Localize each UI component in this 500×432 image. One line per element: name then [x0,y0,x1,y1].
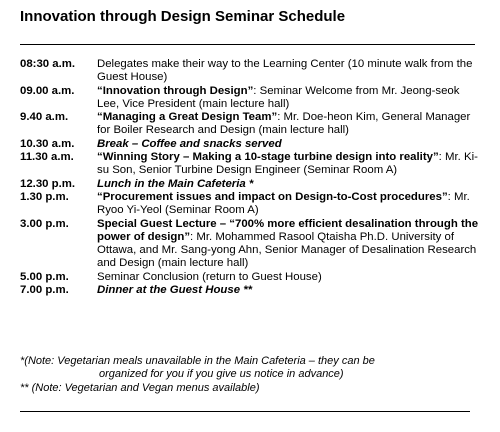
schedule-row [20,85,480,112]
schedule-time: 3.00 p.m. [20,217,69,230]
schedule-row [20,58,480,85]
schedule-time: 09.00 a.m. [20,84,75,97]
schedule-description [97,151,480,178]
session-title: “Innovation through Design” [97,84,254,97]
schedule-row [20,138,480,151]
schedule-description [97,138,480,151]
schedule-time: 9.40 a.m. [20,111,69,124]
schedule-time: 08:30 a.m. [20,58,76,70]
footnotes [20,355,480,395]
lunch-label: Lunch in the Main Cafeteria * [97,177,254,190]
footnote-vegetarian-line1: *(Note: Vegetarian meals unavailable in the Main Cafeteria – they can be [20,355,375,367]
schedule-text: : Mr. Doe-heon Kim, General Manager for Boiler Research and Design (main lecture hall) [97,111,471,137]
schedule-text: : Mr. Mohammed Rasool Qtaisha Ph.D. University of Ottawa, and Mr. Sang-yong Ahn, Senior Manager of Desalination Research and Design (main lecture hall) [97,230,477,270]
schedule-text: Delegates make their way to the Learning Center (10 minute walk from the Guest House) [97,58,473,84]
schedule-row [20,284,480,297]
schedule-row [20,271,480,284]
schedule-time: 1.30 p.m. [20,190,69,203]
schedule-row [20,218,480,271]
schedule-row [20,151,480,178]
document-title: Innovation through Design Seminar Schedule [20,8,346,25]
schedule-description [97,178,480,191]
schedule-description [97,58,480,85]
schedule-time: 10.30 a.m. [20,137,75,150]
schedule-time: 5.00 p.m. [20,270,69,283]
schedule-text: : Mr. Ryoo Yi-Yeol (Seminar Room A) [97,190,470,217]
schedule-description [97,191,480,218]
top-rule [20,44,475,45]
schedule-list [20,58,480,297]
schedule-description [97,85,480,112]
schedule-description [97,111,480,138]
schedule-description [97,271,480,284]
dinner-label: Dinner at the Guest House ** [97,284,253,297]
schedule-time: 11.30 a.m. [20,151,74,164]
session-title: “Procurement issues and impact on Design-to-Cost procedures” [97,190,448,203]
schedule-row [20,111,480,138]
schedule-description [97,284,480,297]
footnote-vegan: ** (Note: Vegetarian and Vegan menus available) [20,381,260,394]
session-title: “Winning Story – Making a 10-stage turbine design into reality” [97,151,439,164]
session-title: “Managing a Great Design Team” [97,111,278,124]
schedule-time: 7.00 p.m. [20,284,69,297]
session-title: Special Guest Lecture – “700% more efficient desalination through the power of design” [97,217,479,243]
footnote-vegetarian-line2: organized for you if you give us notice in advance) [99,368,344,381]
schedule-text: : Seminar Welcome from Mr. Jeong-seok Lee, Vice President (main lecture hall) [97,84,460,110]
schedule-time: 12.30 p.m. [20,177,76,190]
break-label: Break – Coffee and snacks served [97,137,282,150]
schedule-row [20,191,480,218]
schedule-text: : Mr. Ki-su Son, Senior Turbine Design Engineer (Seminar Room A) [97,151,478,177]
schedule-row [20,178,480,191]
schedule-text: Seminar Conclusion (return to Guest House) [97,270,322,283]
bottom-rule [20,411,470,412]
schedule-description [97,218,480,271]
